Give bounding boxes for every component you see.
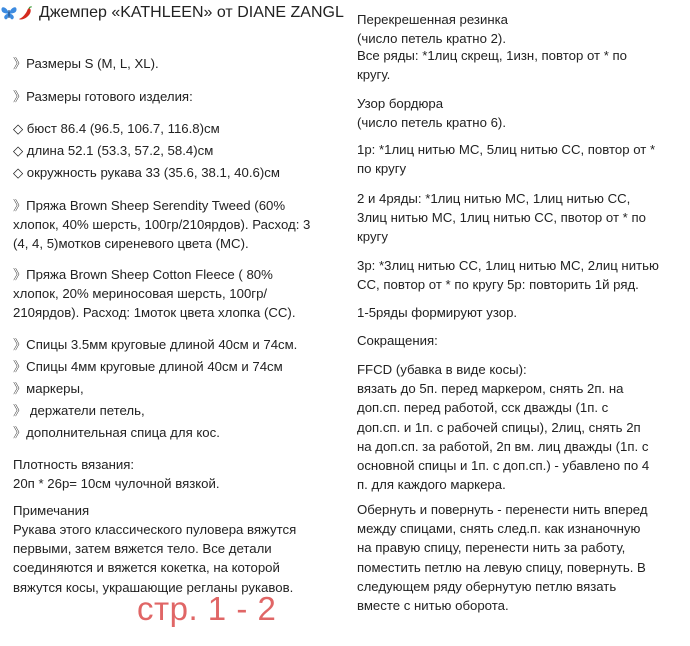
chili-pepper-icon: [18, 5, 34, 21]
border-heading: Узор бордюра (число петель кратно 6).: [357, 96, 506, 131]
border-rows-2-4: 2 и 4ряды: *1лиц нитью MC, 1лиц нитью CC, 3лиц нитью MC, 1лиц нитью CC, пвотор от * по кругу: [357, 191, 646, 245]
markers-line: 》маркеры,: [13, 381, 84, 396]
page-number-mark: стр. 1 - 2: [137, 590, 277, 627]
document-title: Джемпер «KATHLEEN» от DIANE ZANGL: [39, 4, 344, 21]
notes-paragraph: Рукава этого классического пуловера вяжутся первыми, затем вяжется тело. Все детали соединяются и вяжется кокетка, на которой вяжутся косы, украшающие регланы рукавов.: [13, 522, 297, 595]
rib-rows: Все ряды: *1лиц скрещ, 1изн, повтор от * по кругу.: [357, 48, 627, 83]
abbreviations-heading: Сокращения:: [357, 333, 438, 348]
gauge-heading: Плотность вязания:: [13, 457, 135, 472]
yarn-contrast-paragraph: 》Пряжа Brown Sheep Cotton Fleece ( 80% хлопок, 20% мериносовая шерсть, 100гр/ 210ярдов). Расход: 1моток цвета хлопка (CC).: [13, 267, 296, 321]
rib-heading: Перекрешенная резинка (число петель кратно 2).: [357, 12, 509, 47]
border-row-3: 3р: *3лиц нитью CC, 1лиц нитью MC, 2лиц нитью CC, повтор от * по кругу 5р: повторить 1й ряд.: [357, 258, 659, 293]
bust-line: ◇ бюст 86.4 (96.5, 106.7, 116.8)см: [13, 121, 220, 136]
yarn-main-paragraph: 》Пряжа Brown Sheep Serendity Tweed (60% хлопок, 40% шерсть, 100гр/210ярдов). Расход: 3 (4, 4, 5)мотков сиреневого цвета (MC).: [13, 198, 311, 252]
butterfly-icon: [0, 5, 18, 21]
needles-large-line: 》Спицы 4мм круговые длиной 40см и 74см: [13, 359, 283, 374]
sizes-line: 》Размеры S (M, L, XL).: [13, 56, 159, 71]
length-line: ◇ длина 52.1 (53.3, 57.2, 58.4)см: [13, 143, 214, 158]
ffcd-paragraph: FFCD (убавка в виде косы): вязать до 5п. перед маркером, снять 2п. на доп.сп. перед работой, сск дважды (1п. с доп.сп. и 1п. с рабочей спицы), 2лиц, снять 2п на доп.сп. за работой, 2п вм. лиц дважды (1п. с основной спицы и 1п. с доп.сп.) - убавлено по 4 п. для каждого маркера.: [357, 362, 650, 493]
sleeve-line: ◇ окружность рукава 33 (35.6, 38.1, 40.6)см: [13, 165, 280, 180]
border-row-1: 1р: *1лиц нитью МС, 5лиц нитью CC, повтор от * по кругу: [357, 142, 656, 177]
needles-small-line: 》Спицы 3.5мм круговые длиной 40см и 74см.: [13, 337, 298, 352]
gauge-value: 20п * 26р= 10см чулочной вязкой.: [13, 476, 220, 491]
finished-sizes-heading: 》Размеры готового изделия:: [13, 89, 193, 104]
notes-heading: Примечания: [13, 503, 90, 518]
border-summary: 1-5ряды формируют узор.: [357, 305, 518, 320]
wrap-turn-paragraph: Обернуть и повернуть - перенести нить вперед между спицами, снять след.п. как изнаночную на правую спицу, перенести нить за работу, поместить петлю на левую спицу, повернуть. В следующем ряду обернутую петлю вязать вместе с нитью оборота.: [357, 502, 648, 614]
cable-needle-line: 》дополнительная спица для кос.: [13, 425, 220, 440]
title-row: [0, 4, 344, 23]
holders-line: 》 держатели петель,: [13, 403, 145, 418]
